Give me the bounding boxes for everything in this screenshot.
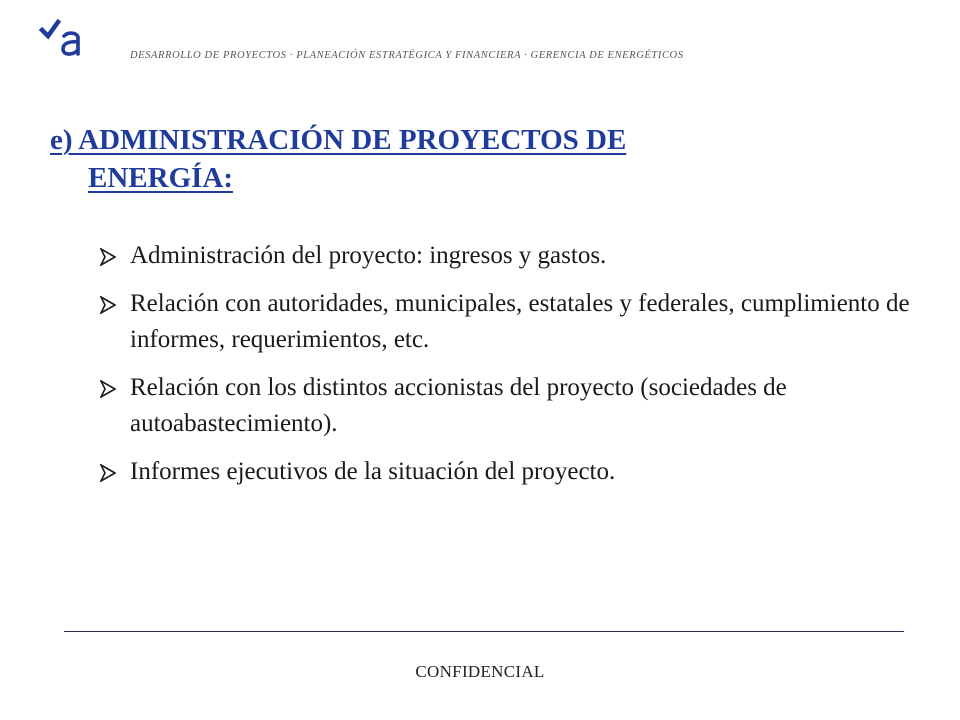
confidential-label: CONFIDENCIAL — [415, 662, 545, 681]
bullet-list — [100, 238, 930, 502]
slide-title — [50, 121, 770, 197]
bullet-text: Administración del proyecto: ingresos y gastos. — [130, 242, 607, 269]
header-tagline: DESARROLLO DE PROYECTOS · PLANEACIÓN ESTRATÉGICA Y FINANCIERA · GERENCIA DE ENERGÉTICOS — [130, 50, 684, 61]
footer-divider — [64, 631, 904, 632]
slide-title-line-1: e) ADMINISTRACIÓN DE PROYECTOS DE — [50, 124, 627, 156]
slide-title-line-2: ENERGÍA: — [88, 162, 234, 194]
arrow-bullet-icon — [100, 296, 116, 314]
bullet-item — [100, 454, 930, 490]
arrow-bullet-icon — [100, 380, 116, 398]
checkmark-a-logo-icon — [38, 14, 88, 60]
bullet-item — [100, 370, 930, 442]
bullet-item — [100, 238, 930, 274]
bullet-text: Informes ejecutivos de la situación del proyecto. — [130, 458, 616, 485]
bullet-text: Relación con los distintos accionistas del proyecto (sociedades de autoabastecimiento). — [130, 374, 787, 437]
arrow-bullet-icon — [100, 248, 116, 266]
arrow-bullet-icon — [100, 464, 116, 482]
bullet-item — [100, 286, 930, 358]
bullet-text: Relación con autoridades, municipales, estatales y federales, cumplimiento de informes, requerimientos, etc. — [130, 290, 910, 353]
company-logo — [38, 14, 88, 60]
